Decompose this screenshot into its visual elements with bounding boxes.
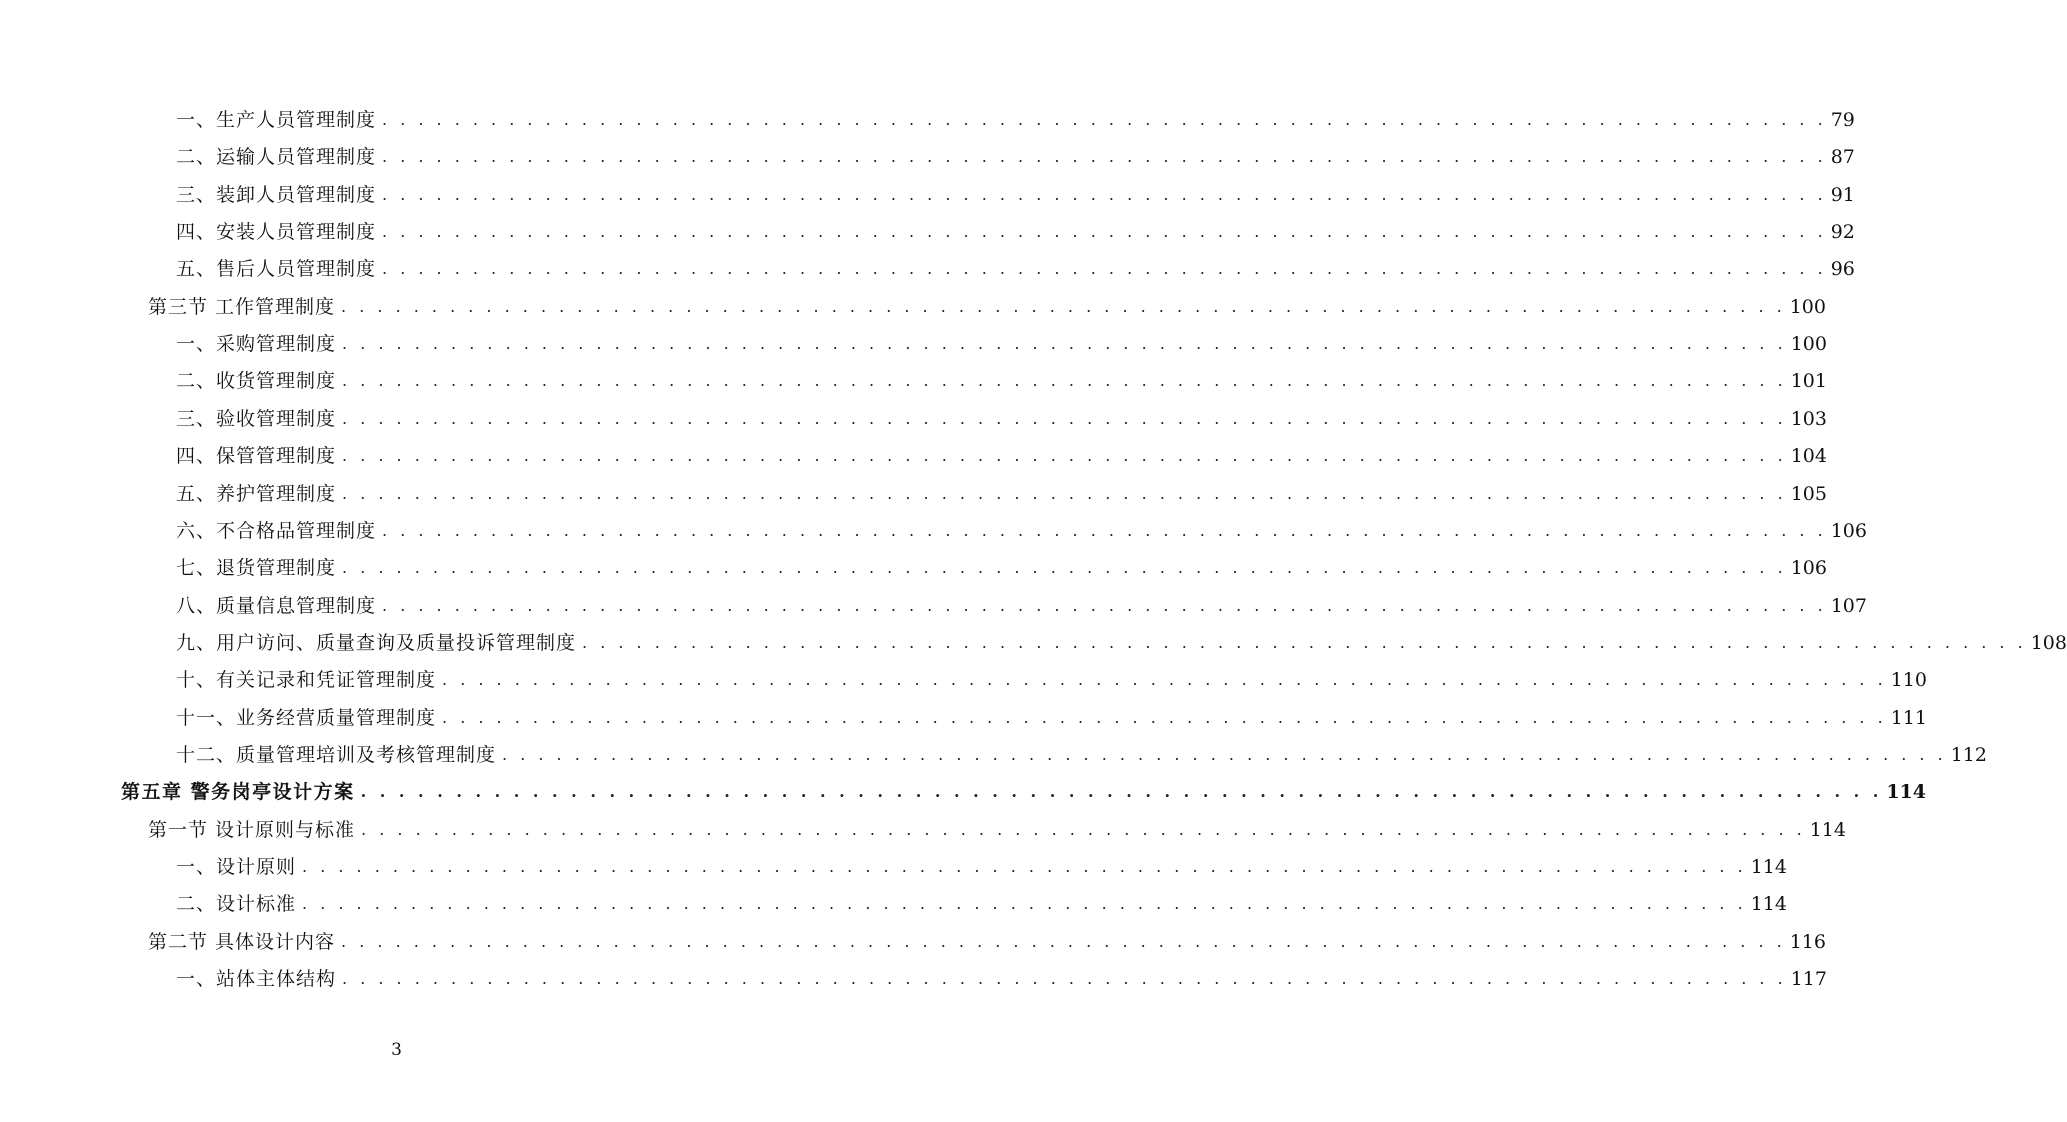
dot-leader: . . . . . . . . . . . . . . . . . . . . . . . . . . . . . . . . . . . . . . . . . . . . . . . . . . . . . . . . . . . . . . . . . . . . . . . . . . . . . . . .	[382, 110, 1827, 129]
toc-entry-title: 一、站体主体结构	[176, 968, 337, 991]
dot-leader: . . . . . . . . . . . . . . . . . . . . . . . . . . . . . . . . . . . . . . . . . . . . . . . . . . . . . . . . . . . . . . . . . . . . . . . . . . . . . . . .	[382, 520, 1827, 540]
dot-leader: . . . . . . . . . . . . . . . . . . . . . . . . . . . . . . . . . . . . . . . . . . . . . . . . . . . . . . . . . . . . . . . . . . . . . . . . . . . . . . . .	[442, 670, 1887, 690]
toc-item-entry[interactable]	[176, 628, 2067, 658]
toc-entry-title: 四、安装人员管理制度	[176, 221, 377, 244]
toc-entry-page: 112	[1950, 743, 1987, 766]
toc-entry-page: 114	[1750, 856, 1787, 878]
toc-item-entry[interactable]	[176, 441, 1827, 471]
dot-leader: . . . . . . . . . . . . . . . . . . . . . . . . . . . . . . . . . . . . . . . . . . . . . . . . . . . . . . . . . . . . . . . . . . . . . . . . . . . . . . . .	[342, 371, 1787, 391]
toc-chapter-entry[interactable]	[121, 777, 1926, 807]
toc-entry-title: 十一、业务经营质量管理制度	[176, 706, 437, 729]
toc-entry-page: 92	[1830, 221, 1855, 244]
toc-entry-title: 八、质量信息管理制度	[176, 594, 377, 617]
toc-entry-page: 96	[1830, 258, 1855, 281]
dot-leader: . . . . . . . . . . . . . . . . . . . . . . . . . . . . . . . . . . . . . . . . . . . . . . . . . . . . . . . . . . . . . . . . . . . . . . . . . . . . . . . .	[382, 259, 1827, 279]
page-number: 3	[391, 1040, 402, 1060]
toc-item-entry[interactable]	[176, 852, 1787, 882]
toc-item-entry[interactable]	[176, 964, 1827, 994]
toc-entry-page: 79	[1830, 109, 1855, 131]
dot-leader: . . . . . . . . . . . . . . . . . . . . . . . . . . . . . . . . . . . . . . . . . . . . . . . . . . . . . . . . . . . . . . . . . . . . . . . . . . . . . . . .	[342, 483, 1787, 503]
toc-entry-page: 100	[1790, 333, 1827, 356]
toc-section-entry[interactable]	[148, 927, 1826, 957]
toc-entry-page: 110	[1890, 669, 1927, 692]
toc-entry-title: 三、验收管理制度	[176, 407, 337, 430]
toc-entry-title: 九、用户访问、质量查询及质量投诉管理制度	[176, 631, 577, 654]
toc-item-entry[interactable]	[176, 404, 1827, 434]
toc-item-entry[interactable]	[176, 553, 1827, 583]
toc-entry-page: 91	[1830, 183, 1855, 206]
toc-entry-title: 二、收货管理制度	[176, 370, 337, 393]
toc-item-entry[interactable]	[176, 142, 1855, 172]
toc-entry-title: 四、保管管理制度	[176, 445, 337, 468]
toc-entry-page: 100	[1789, 295, 1826, 318]
toc-item-entry[interactable]	[176, 740, 1987, 770]
dot-leader: . . . . . . . . . . . . . . . . . . . . . . . . . . . . . . . . . . . . . . . . . . . . . . . . . . . . . . . . . . . . . . . . . . . . . . . . . . . . . . . .	[341, 296, 1786, 316]
toc-entry-page: 114	[1886, 781, 1926, 804]
toc-entry-page: 111	[1890, 706, 1927, 729]
toc-item-entry[interactable]	[176, 180, 1855, 210]
toc-item-entry[interactable]	[176, 479, 1827, 509]
dot-leader: . . . . . . . . . . . . . . . . . . . . . . . . . . . . . . . . . . . . . . . . . . . . . . . . . . . . . . . . . . . . . . . . . . . . . . . . . . . . . . . .	[302, 894, 1747, 914]
dot-leader: . . . . . . . . . . . . . . . . . . . . . . . . . . . . . . . . . . . . . . . . . . . . . . . . . . . . . . . . . . . . . . . . . . . . . . . . . . . . . . . .	[382, 222, 1827, 242]
dot-leader: . . . . . . . . . . . . . . . . . . . . . . . . . . . . . . . . . . . . . . . . . . . . . . . . . . . . . . . . . . . . . . . . . . . . . . . . . . . . . . . .	[382, 147, 1827, 167]
toc-entry-title: 一、设计原则	[176, 856, 297, 878]
toc-entry-title: 十、有关记录和凭证管理制度	[176, 669, 437, 692]
dot-leader: . . . . . . . . . . . . . . . . . . . . . . . . . . . . . . . . . . . . . . . . . . . . . . . . . . . . . . . . . . . . . . . . . . . . . . . . . . . . . . . .	[360, 782, 1883, 802]
dot-leader: . . . . . . . . . . . . . . . . . . . . . . . . . . . . . . . . . . . . . . . . . . . . . . . . . . . . . . . . . . . . . . . . . . . . . . . . . . . . . . . .	[342, 446, 1787, 466]
toc-entry-page: 108	[2030, 631, 2067, 654]
toc-item-entry[interactable]	[176, 889, 1787, 919]
dot-leader: . . . . . . . . . . . . . . . . . . . . . . . . . . . . . . . . . . . . . . . . . . . . . . . . . . . . . . . . . . . . . . . . . . . . . . . . . . . . . . . .	[442, 707, 1887, 727]
dot-leader: . . . . . . . . . . . . . . . . . . . . . . . . . . . . . . . . . . . . . . . . . . . . . . . . . . . . . . . . . . . . . . . . . . . . . . . . . . . . . . . .	[502, 744, 1947, 764]
toc-entry-page: 105	[1790, 482, 1827, 505]
toc-section-entry[interactable]	[148, 815, 1846, 845]
toc-entry-page: 114	[1809, 818, 1846, 841]
dot-leader: . . . . . . . . . . . . . . . . . . . . . . . . . . . . . . . . . . . . . . . . . . . . . . . . . . . . . . . . . . . . . . . . . . . . . . . . . . . . . . . .	[342, 334, 1787, 354]
dot-leader: . . . . . . . . . . . . . . . . . . . . . . . . . . . . . . . . . . . . . . . . . . . . . . . . . . . . . . . . . . . . . . . . . . . . . . . . . . . . . . . .	[341, 931, 1786, 951]
toc-item-entry[interactable]	[176, 366, 1827, 396]
dot-leader: . . . . . . . . . . . . . . . . . . . . . . . . . . . . . . . . . . . . . . . . . . . . . . . . . . . . . . . . . . . . . . . . . . . . . . . . . . . . . . . .	[382, 184, 1827, 204]
toc-entry-title: 第五章 警务岗亭设计方案	[121, 781, 355, 804]
toc-entry-page: 106	[1830, 519, 1867, 542]
toc-entry-title: 三、装卸人员管理制度	[176, 183, 377, 206]
toc-entry-title: 二、运输人员管理制度	[176, 146, 377, 169]
toc-item-entry[interactable]	[176, 665, 1927, 695]
toc-entry-page: 104	[1790, 445, 1827, 468]
toc-item-entry[interactable]	[176, 329, 1827, 359]
toc-item-entry[interactable]	[176, 217, 1855, 247]
toc-entry-title: 第一节 设计原则与标准	[148, 818, 356, 841]
toc-item-entry[interactable]	[176, 703, 1927, 733]
toc-entry-title: 一、采购管理制度	[176, 333, 337, 356]
toc-item-entry[interactable]	[176, 254, 1855, 284]
toc-item-entry[interactable]	[176, 591, 1867, 621]
toc-entry-title: 二、设计标准	[176, 893, 297, 916]
dot-leader: . . . . . . . . . . . . . . . . . . . . . . . . . . . . . . . . . . . . . . . . . . . . . . . . . . . . . . . . . . . . . . . . . . . . . . . . . . . . . . . .	[582, 632, 2027, 652]
toc-entry-page: 114	[1750, 893, 1787, 916]
toc-entry-title: 七、退货管理制度	[176, 557, 337, 580]
toc-item-entry[interactable]	[176, 516, 1867, 546]
toc-entry-title: 十二、质量管理培训及考核管理制度	[176, 743, 497, 766]
toc-entry-title: 六、不合格品管理制度	[176, 519, 377, 542]
toc-entry-title: 五、养护管理制度	[176, 482, 337, 505]
dot-leader: . . . . . . . . . . . . . . . . . . . . . . . . . . . . . . . . . . . . . . . . . . . . . . . . . . . . . . . . . . . . . . . . . . . . . . . . . . . . . . . .	[342, 408, 1787, 428]
dot-leader: . . . . . . . . . . . . . . . . . . . . . . . . . . . . . . . . . . . . . . . . . . . . . . . . . . . . . . . . . . . . . . . . . . . . . . . . . . . . . . . .	[342, 558, 1787, 578]
toc-entry-title: 第二节 具体设计内容	[148, 930, 336, 953]
toc-entry-page: 107	[1830, 594, 1867, 617]
toc-entry-page: 116	[1789, 930, 1826, 953]
dot-leader: . . . . . . . . . . . . . . . . . . . . . . . . . . . . . . . . . . . . . . . . . . . . . . . . . . . . . . . . . . . . . . . . . . . . . . . . . . . . . . . .	[361, 819, 1806, 839]
toc-entry-page: 87	[1830, 146, 1855, 169]
dot-leader: . . . . . . . . . . . . . . . . . . . . . . . . . . . . . . . . . . . . . . . . . . . . . . . . . . . . . . . . . . . . . . . . . . . . . . . . . . . . . . . .	[342, 969, 1787, 989]
toc-entry-page: 103	[1790, 407, 1827, 430]
toc-section-entry[interactable]	[148, 292, 1826, 322]
toc-entry-page: 117	[1790, 968, 1827, 991]
dot-leader: . . . . . . . . . . . . . . . . . . . . . . . . . . . . . . . . . . . . . . . . . . . . . . . . . . . . . . . . . . . . . . . . . . . . . . . . . . . . . . . .	[382, 595, 1827, 615]
toc-entry-title: 第三节 工作管理制度	[148, 295, 336, 318]
toc-entry-title: 一、生产人员管理制度	[176, 109, 377, 131]
toc-entry-title: 五、售后人员管理制度	[176, 258, 377, 281]
toc-entry-page: 106	[1790, 557, 1827, 580]
toc-entry-page: 101	[1790, 370, 1827, 393]
toc-item-entry[interactable]	[176, 105, 1855, 135]
dot-leader: . . . . . . . . . . . . . . . . . . . . . . . . . . . . . . . . . . . . . . . . . . . . . . . . . . . . . . . . . . . . . . . . . . . . . . . . . . . . . . . .	[302, 857, 1747, 876]
